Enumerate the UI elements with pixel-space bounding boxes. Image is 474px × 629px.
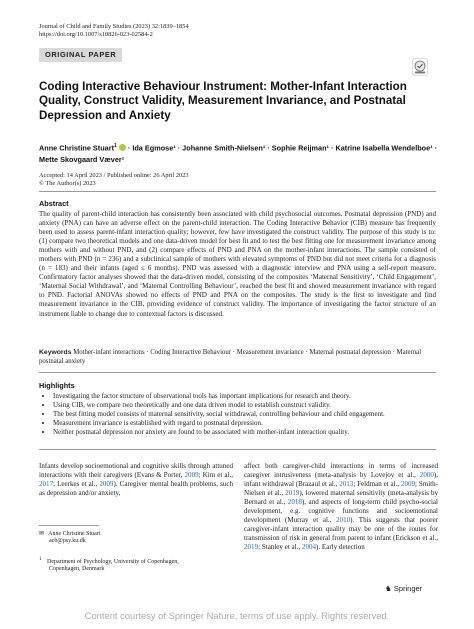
body-text: ). Caregiver mental health problems, such as depression and/or anxiety, — [39, 480, 233, 498]
body-text: ; Stanley et al., — [258, 543, 302, 552]
body-text: affect both caregiver-child interactions in terms of increased caregiver intrusiveness (meta-analysis by Lovejoy et al., — [244, 462, 438, 480]
body-text: ; Leerkes et al., — [53, 480, 100, 489]
citation-link[interactable]: 2009 — [400, 480, 416, 489]
keywords-text: Mother-infant interactions · Coding Interactive Behaviour · Measurement invariance · Maternal postnatal depression · Maternal postnatal anxiety — [39, 349, 422, 365]
affiliation-number: 1 — [39, 557, 42, 562]
citation-link[interactable]: 2009 — [99, 480, 114, 489]
journal-citation: Journal of Child and Family Studies (2023) 32:1839–1854 — [39, 23, 189, 30]
doi-link[interactable]: https://doi.org/10.1007/s10826-023-02584-2 — [39, 31, 153, 38]
body-text: ). This suggests that poorer caregiver-infant interaction quality may be one of the routes for transmission of risk in general from parent to infant (Erickson et al., — [244, 516, 438, 543]
body-text: ; Kim et al., — [198, 471, 233, 480]
author-names-rest: · Ida Egmose¹ · Johanne Smith-Nielsen¹ · Sophie Reijman¹ · Katrine Isabella Wendelboe¹ · — [127, 143, 438, 153]
citation-link[interactable]: 2013 — [339, 480, 354, 489]
highlight-item: • Neither postnatal depression nor anxiety are found to be associated with mother-infant interaction quality. — [53, 428, 449, 437]
divider — [39, 191, 436, 192]
body-column-right — [244, 462, 438, 552]
citation-link[interactable]: 2019 — [285, 489, 300, 498]
affiliation-footnote — [39, 556, 179, 574]
body-text: ). Early detection — [316, 543, 365, 552]
courtesy-notice: Content courtesy of Springer Nature, terms of use apply. Rights reserved. — [84, 610, 390, 621]
body-column-left — [39, 462, 233, 498]
citation-link[interactable]: 2010 — [336, 516, 351, 525]
highlight-item: • Investigating the factor structure of observational tools has important implications for research and theory. — [53, 392, 449, 401]
divider — [39, 372, 436, 373]
affiliation-line: Copenhagen, Denmark — [49, 566, 105, 573]
author-name[interactable]: Anne Christine Stuart — [39, 143, 115, 153]
envelope-icon: ✉ — [39, 531, 45, 537]
author-affil-sup: 1 — [114, 143, 117, 149]
abstract-text: The quality of parent-child interaction has consistently been associated with child psychosocial outcomes. Postnatal depression (PND) and anxiety (PNA) can have an adverse effect on the parent-child interaction. The Coding Interactive Behavior (CIB) measure has frequently been used to assess parent-infant interaction quality; however, few have investigated the construct validity. The purpose of this study is to: (1) compare two theoretical models and one data-driven model for best fit and to test the best fitting one for measurement invariance among mothers with and without PND, and (2) compare effects of PND and PNA on the mother-infant interactions. The sample consisted of mothers with PND (n = 236) and a subclinical sample of mothers with elevated symptoms of PND but did not meet criteria for a diagnosis (n = 183) and their infants (aged ≤ 6 months). PND was assessed with a diagnostic interview and PNA using a self-report measure. Confirmatory factor analyses showed that the data-driven model, consisting of the composites ‘Maternal Sensitivity’, ‘Child Engagement’, ‘Maternal Social Withdrawal’, and ‘Maternal Controlling Behaviour’, reached the best fit and showed measurement invariance with regard to PND. Factorial ANOVAs showed no effects of PND and PNA on the composites. The study is the first to investigate and find measurement invariance in the CIB, providing evidence of construct validity. The importance of investigating the factor structure of an instrument liable to change due to contextual factors is discussed. — [39, 210, 436, 318]
body-text: ), infant withdrawal (Brazaul et al., — [244, 471, 438, 489]
contact-footnote — [39, 531, 101, 546]
orcid-icon[interactable] — [119, 144, 126, 151]
keywords-block — [39, 348, 436, 366]
citation-link[interactable]: 2009 — [184, 471, 199, 480]
publisher-name: Springer — [393, 584, 423, 593]
article-type-badge: ORIGINAL PAPER — [39, 48, 122, 62]
body-text: ; Smith-Nielsen et al., — [244, 480, 438, 498]
author-name-last: Mette Skovgaard Væver¹ — [39, 154, 125, 164]
highlight-item: • Using CIB, we compare two theoretically and one data driven model to establish construct validity. — [53, 401, 449, 410]
citation-link[interactable]: 2000 — [419, 471, 434, 480]
author-list — [39, 141, 439, 165]
body-text: ; Feldman et al., — [353, 480, 401, 489]
contact-name: Anne Christine Stuart — [48, 531, 101, 537]
highlights-block — [39, 381, 449, 437]
body-text: ), and aspects of long-term child psycho-social development, e.g. cognitive functions and socioemotional development (Murray et al., — [244, 498, 438, 525]
body-text: ), lowered maternal sensitivity (meta-analysis by Bernard et al., — [244, 489, 438, 507]
journal-header — [39, 23, 189, 39]
highlights-heading: Highlights — [39, 381, 75, 390]
highlights-list — [39, 392, 449, 437]
abstract-heading: Abstract — [39, 199, 69, 208]
highlight-item: • Measurement invariance is established with regard to postnatal depression. — [53, 419, 449, 428]
springer-logo-icon: ♞ — [385, 584, 392, 593]
citation-link[interactable]: 2004 — [301, 543, 317, 552]
publication-dates — [39, 172, 189, 189]
citation-link[interactable]: 2019 — [244, 543, 259, 552]
accepted-date: Accepted: 14 April 2023 / Published online: 26 April 2023 — [39, 172, 189, 179]
contact-email[interactable]: acb@psy.ku.dk — [49, 538, 86, 545]
keywords-label: Keywords — [39, 349, 72, 356]
footnote-divider — [39, 525, 99, 526]
crossmark-icon[interactable] — [412, 58, 428, 76]
divider — [39, 449, 436, 450]
affiliation-line: Department of Psychology, University of Copenhagen, — [47, 559, 179, 565]
citation-link[interactable]: 2018 — [287, 498, 302, 507]
body-text: Infants develop socioemotional and cognitive skills through attuned interactions with their caregivers (Evans & Porter, — [39, 462, 233, 480]
copyright-line: © The Author(s) 2023 — [39, 180, 96, 188]
citation-link[interactable]: 2017 — [39, 480, 54, 489]
highlight-item: • The best fitting model consists of maternal sensitivity, social withdrawal, controlling behaviour and child engagement. — [53, 410, 449, 419]
springer-logo — [385, 584, 422, 593]
paper-title: Coding Interactive Behaviour Instrument: Mother-Infant Interaction Quality, Construct Validity, Measurement Invariance, and Postnatal Depression and Anxiety — [39, 80, 407, 122]
